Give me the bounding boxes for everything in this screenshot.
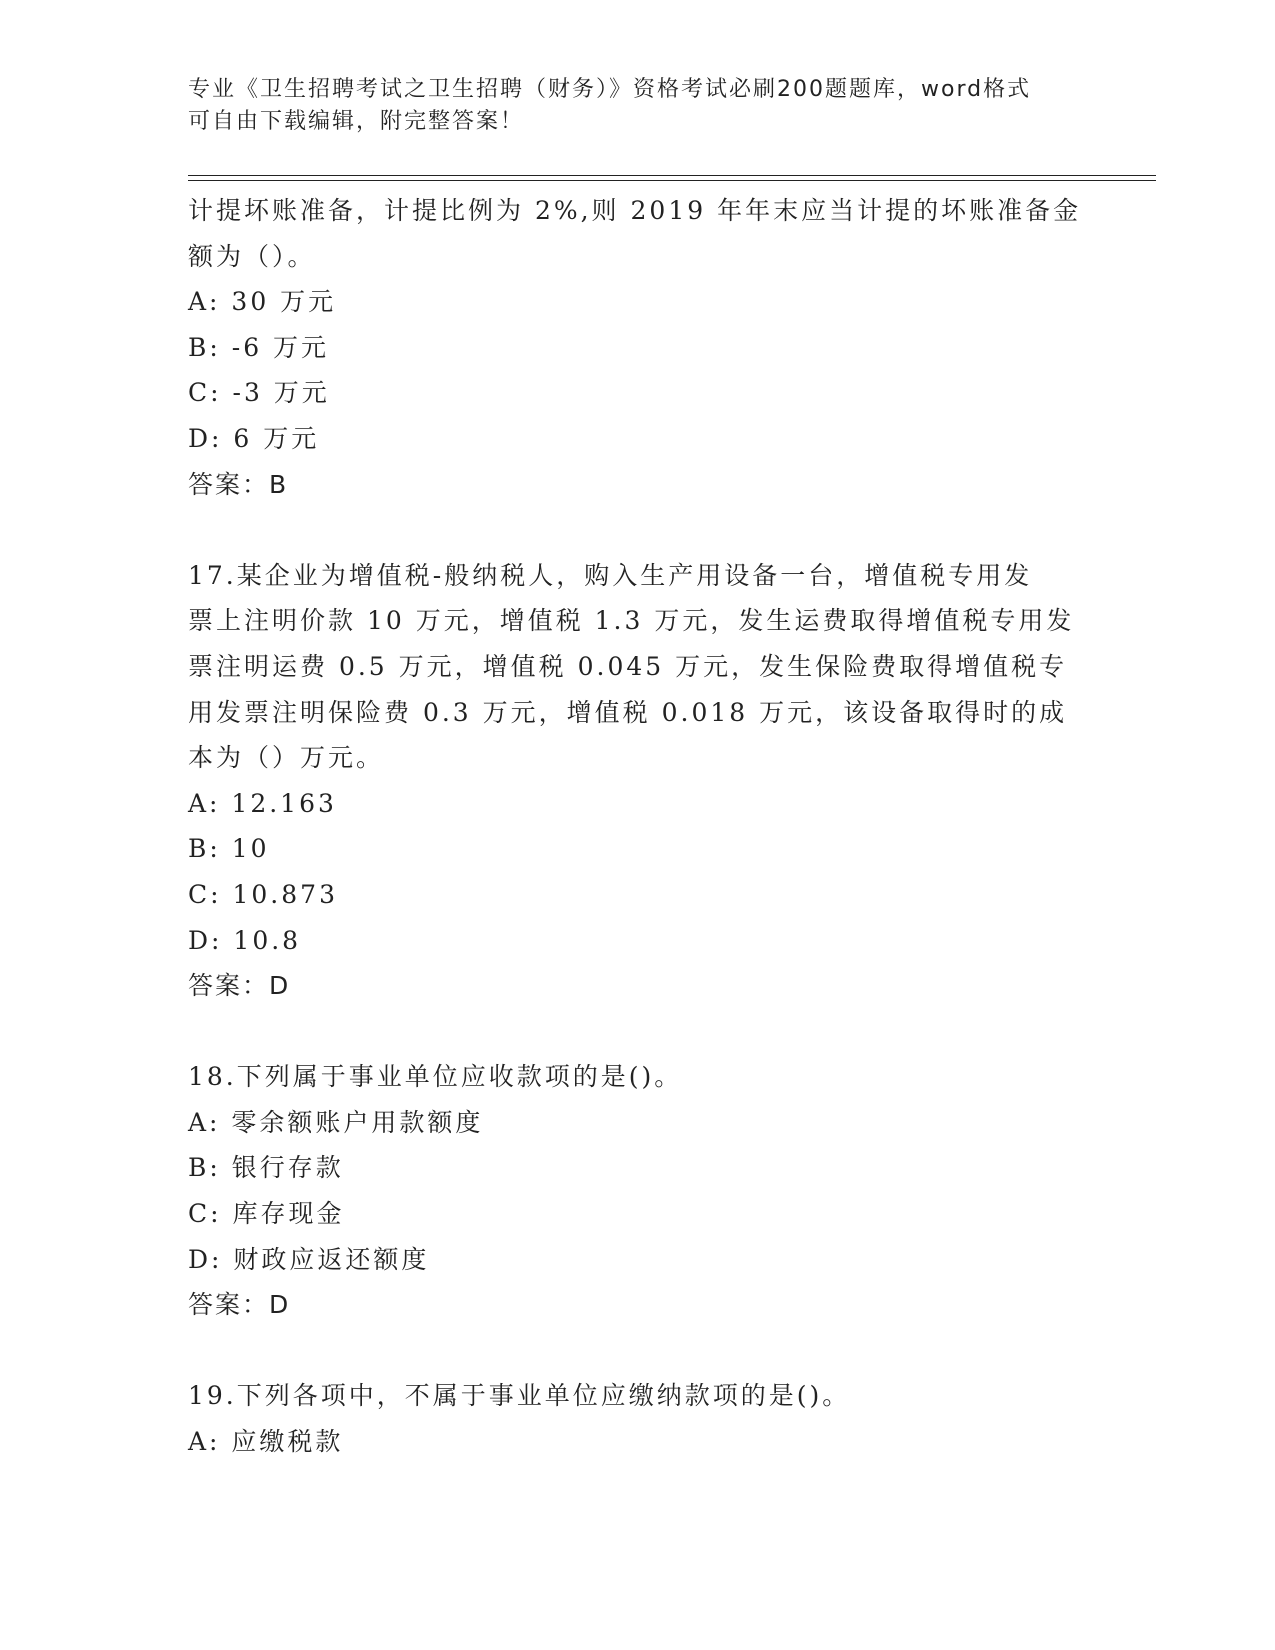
question-18	[188, 1054, 1088, 1328]
question-17	[188, 553, 1088, 1009]
question-stem	[188, 1373, 1088, 1419]
question-stem	[188, 553, 1088, 781]
question-stem	[188, 188, 1088, 279]
option-a: A: 30 万元	[188, 287, 337, 317]
answer-label: 答案：D	[188, 971, 291, 1001]
option-b: B: -6 万元	[188, 332, 330, 362]
question-spacer	[188, 507, 1088, 553]
question-options	[188, 279, 1088, 461]
stem-line: 本为（）万元。	[188, 743, 385, 773]
question-list	[188, 188, 1088, 1465]
header-rule-top	[188, 175, 1156, 176]
option-a: A: 应缴税款	[188, 1427, 344, 1457]
question-19	[188, 1373, 1088, 1464]
stem-line: 18.下列属于事业单位应收款项的是()。	[188, 1062, 683, 1092]
question-spacer	[188, 1328, 1088, 1374]
option-a: A: 12.163	[188, 788, 337, 818]
stem-line: 票上注明价款 10 万元，增值税 1.3 万元，发生运费取得增值税专用发	[188, 606, 1075, 636]
option-b: B: 银行存款	[188, 1153, 344, 1183]
option-d: D: 财政应返还额度	[188, 1244, 430, 1274]
question-stem	[188, 1054, 1088, 1100]
option-c: C: 10.873	[188, 879, 338, 909]
stem-line: 额为（）。	[188, 241, 316, 271]
header-rule-bottom	[188, 180, 1156, 181]
answer-label: 答案：D	[188, 1290, 291, 1320]
document-header	[188, 74, 1068, 138]
stem-line: 计提坏账准备，计提比例为 2%,则 2019 年年末应当计提的坏账准备金	[188, 196, 1082, 225]
question-spacer	[188, 1009, 1088, 1055]
option-c: C: -3 万元	[188, 378, 330, 408]
question-options	[188, 1100, 1088, 1282]
header-title-line-1: 专业《卫生招聘考试之卫生招聘（财务）》资格考试必刷200题题库，word格式	[188, 77, 1032, 102]
question-16	[188, 188, 1088, 507]
header-title-line-2: 可自由下载编辑，附完整答案！	[188, 109, 525, 134]
option-c: C: 库存现金	[188, 1199, 345, 1229]
question-options	[188, 1419, 1088, 1465]
answer-label: 答案：B	[188, 469, 289, 499]
option-b: B: 10	[188, 834, 270, 864]
question-options	[188, 781, 1088, 963]
option-d: D: 6 万元	[188, 423, 320, 453]
stem-line: 用发票注明保险费 0.3 万元，增值税 0.018 万元，该设备取得时的成	[188, 697, 1068, 727]
option-a: A: 零余额账户用款额度	[188, 1107, 484, 1137]
option-d: D: 10.8	[188, 925, 302, 955]
stem-line: 17.某企业为增值税-般纳税人，购入生产用设备一台，增值税专用发	[188, 560, 1033, 590]
stem-line: 19.下列各项中，不属于事业单位应缴纳款项的是()。	[188, 1381, 851, 1411]
stem-line: 票注明运费 0.5 万元，增值税 0.045 万元，发生保险费取得增值税专	[188, 651, 1068, 681]
